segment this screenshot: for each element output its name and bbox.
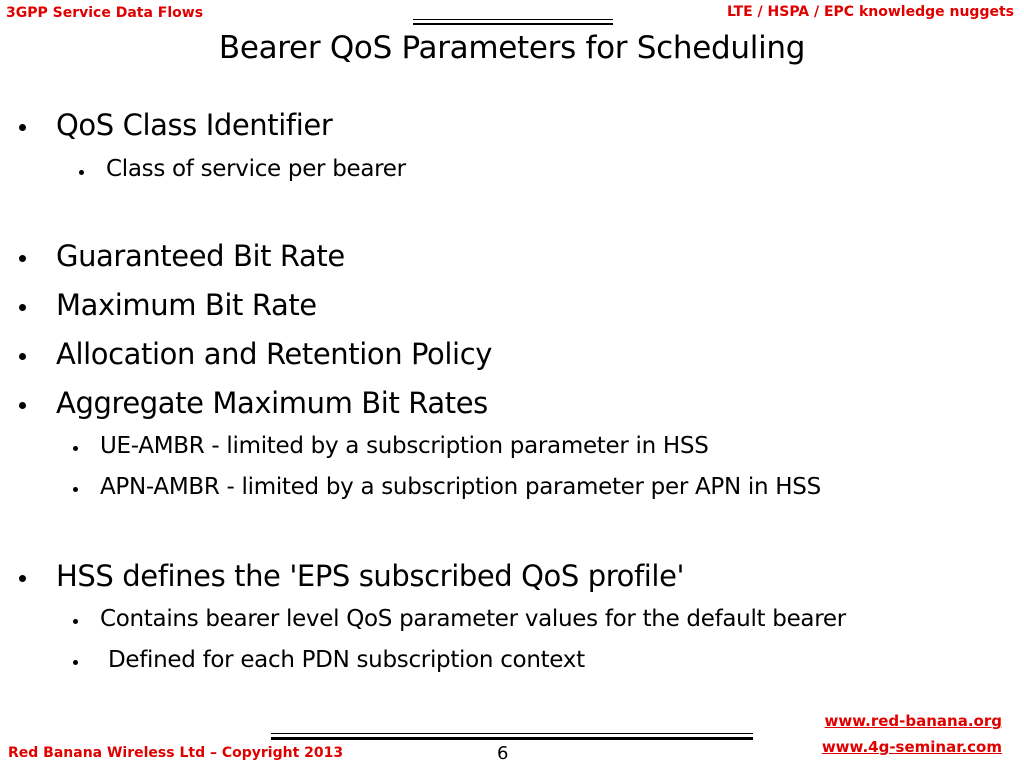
bullet-dot <box>19 402 26 409</box>
sub-bullet-dot <box>73 660 78 665</box>
sub-bullet-item: UE-AMBR - limited by a subscription parameter in HSS <box>100 433 709 459</box>
bullet-dot <box>19 575 26 582</box>
bullet-dot <box>19 255 26 262</box>
header-right-label: LTE / HSPA / EPC knowledge nuggets <box>726 4 1014 20</box>
sub-bullet-dot <box>79 170 84 175</box>
footer-rule <box>271 733 753 740</box>
header-left-label: 3GPP Service Data Flows <box>6 5 204 21</box>
bullet-item: Maximum Bit Rate <box>56 288 317 322</box>
4g-seminar-link[interactable]: www.4g-seminar.com <box>821 738 1002 756</box>
sub-bullet-dot <box>73 446 78 451</box>
bullet-dot <box>19 304 26 311</box>
bullet-dot <box>19 124 26 131</box>
bullet-item: Guaranteed Bit Rate <box>56 239 345 273</box>
slide-title: Bearer QoS Parameters for Scheduling <box>218 30 806 66</box>
bullet-dot <box>19 353 26 360</box>
sub-bullet-item: Class of service per bearer <box>106 156 406 182</box>
bullet-item: HSS defines the 'EPS subscribed QoS profile' <box>56 559 685 593</box>
sub-bullet-dot <box>73 619 78 624</box>
bullet-item: Aggregate Maximum Bit Rates <box>56 386 488 420</box>
footer-copyright: Red Banana Wireless Ltd – Copyright 2013 <box>8 745 344 761</box>
sub-bullet-item: Defined for each PDN subscription context <box>108 647 585 673</box>
page-number: 6 <box>497 743 509 764</box>
bullet-item: Allocation and Retention Policy <box>56 337 493 371</box>
sub-bullet-item: APN-AMBR - limited by a subscription parameter per APN in HSS <box>100 474 821 500</box>
sub-bullet-dot <box>73 487 78 492</box>
bullet-item: QoS Class Identifier <box>56 108 333 142</box>
sub-bullet-item: Contains bearer level QoS parameter values for the default bearer <box>100 606 846 632</box>
red-banana-link[interactable]: www.red-banana.org <box>824 712 1002 730</box>
